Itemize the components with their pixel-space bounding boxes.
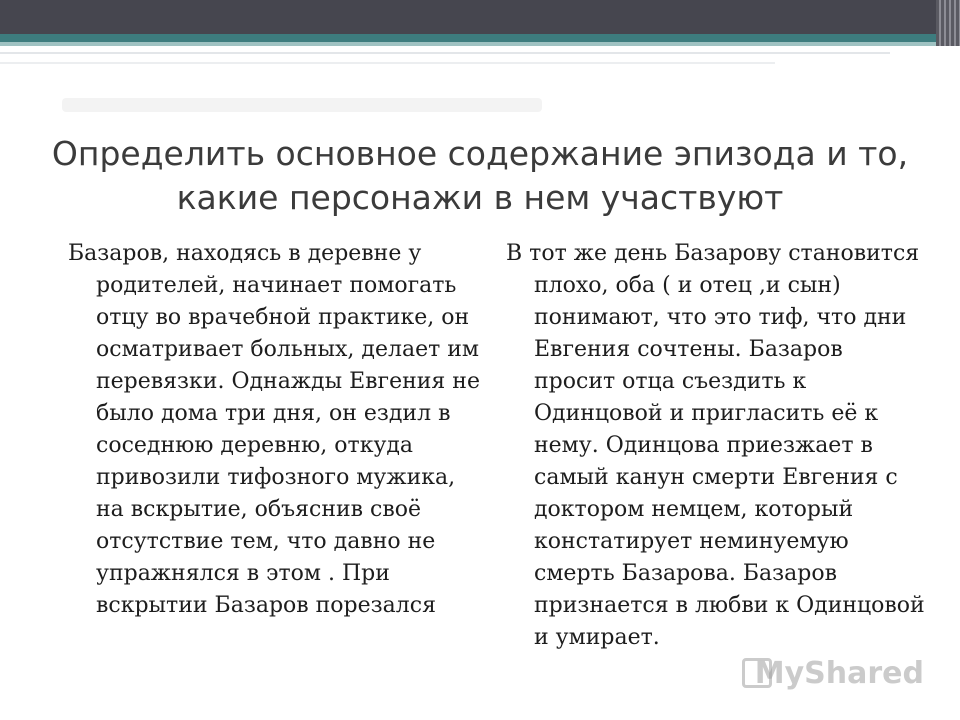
faded-line	[62, 98, 542, 112]
slide-title: Определить основное содержание эпизода и то, какие персонажи в нем участвуют	[51, 134, 909, 217]
decorative-rule	[0, 62, 775, 64]
top-dark-bar	[0, 0, 960, 34]
watermark: MyShared	[754, 656, 924, 691]
left-column-text: Базаров, находясь в деревне у родителей, начинает помогать отцу во врачебной практике, он осматривает больных, делает им перевязки. Однажды Евгения не было дома три дня, он ездил в соседнюю деревню, откуда привозили тифозного мужика, на вскрытие, объяснив своё отсутствие тем, что давно не упражнялся в этом . При вскрытии Базаров порезался	[68, 241, 480, 618]
top-teal-light-bar	[0, 42, 960, 46]
right-column-text: В тот же день Базарову становится плохо, оба ( и отец ,и сын) понимают, что это тиф, что дни Евгения сочтены. Базаров просит отца съездить к Одинцовой и пригласить её к нему. Одинцова приезжает в самый канун смерти Евгения с доктором немцем, который констатирует неминуемую смерть Базарова. Базаров признается в любви к Одинцовой и умирает.	[506, 241, 925, 650]
decorative-rule	[0, 52, 890, 54]
corner-stripes	[936, 0, 960, 46]
top-teal-bar	[0, 34, 960, 42]
